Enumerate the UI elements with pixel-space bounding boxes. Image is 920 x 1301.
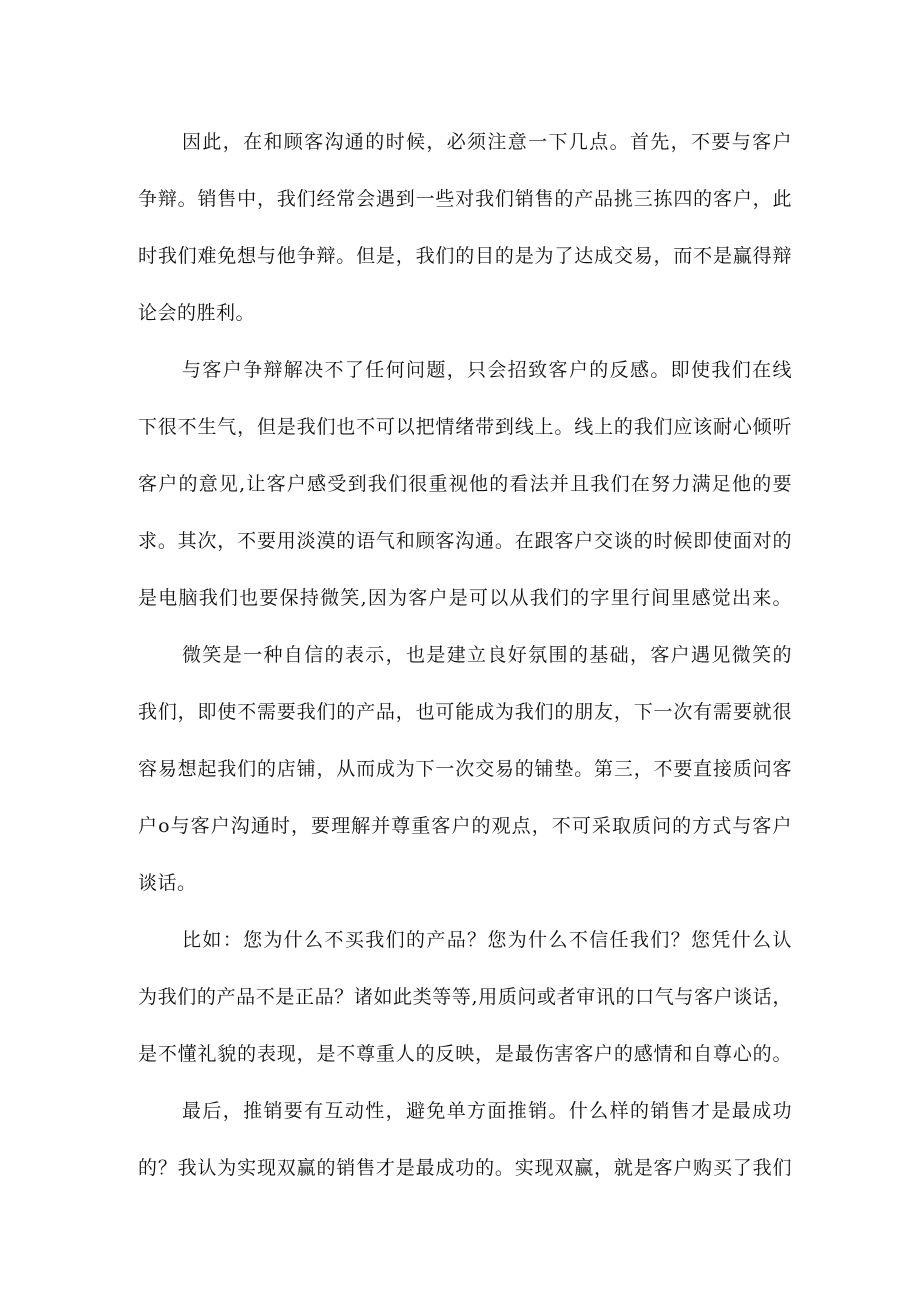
paragraph-line: 微笑是一种自信的表示，也是建立良好氛围的基础，客户遇见微笑的 bbox=[182, 644, 792, 666]
paragraph-line: 争辩。销售中，我们经常会遇到一些对我们销售的产品挑三拣四的客户，此 bbox=[138, 188, 792, 210]
paragraph-line: 与客户争辩解决不了任何问题，只会招致客户的反感。即使我们在线 bbox=[182, 359, 792, 381]
paragraph-line: 下很不生气，但是我们也不可以把情绪带到线上。线上的我们应该耐心倾听 bbox=[138, 416, 792, 438]
paragraph-line: 为我们的产品不是正品？诸如此类等等,用质问或者审讯的口气与客户谈话， bbox=[138, 986, 792, 1008]
paragraph-line: 求。其次，不要用淡漠的语气和顾客沟通。在跟客户交谈的时候即使面对的 bbox=[138, 530, 792, 552]
paragraph-line: 容易想起我们的店铺，从而成为下一次交易的铺垫。第三，不要直接质问客 bbox=[138, 758, 792, 780]
paragraph-line: 户o与客户沟通时，要理解并尊重客户的观点，不可采取质问的方式与客户 bbox=[138, 815, 792, 837]
paragraph-line: 因此，在和顾客沟通的时候，必须注意一下几点。首先，不要与客户 bbox=[182, 131, 792, 153]
paragraph-line: 的？我认为实现双赢的销售才是最成功的。实现双赢，就是客户购买了我们 bbox=[138, 1157, 792, 1179]
paragraph-line: 是不懂礼貌的表现，是不尊重人的反映，是最伤害客户的感情和自尊心的。 bbox=[138, 1043, 792, 1065]
paragraph-line: 谈话。 bbox=[138, 872, 197, 894]
paragraph-line: 比如：您为什么不买我们的产品？您为什么不信任我们？您凭什么认 bbox=[182, 929, 792, 951]
paragraph-line: 最后，推销要有互动性，避免单方面推销。什么样的销售才是最成功 bbox=[182, 1100, 792, 1122]
paragraph-line: 我们，即使不需要我们的产品，也可能成为我们的朋友，下一次有需要就很 bbox=[138, 701, 792, 723]
paragraph-line: 客户的意见,让客户感受到我们很重视他的看法并且我们在努力满足他的要 bbox=[138, 473, 792, 495]
paragraph-line: 是电脑我们也要保持微笑,因为客户是可以从我们的字里行间里感觉出来。 bbox=[138, 587, 792, 609]
paragraph-line: 时我们难免想与他争辩。但是，我们的目的是为了达成交易，而不是赢得辩 bbox=[138, 245, 792, 267]
paragraph-line: 论会的胜利。 bbox=[138, 302, 256, 324]
